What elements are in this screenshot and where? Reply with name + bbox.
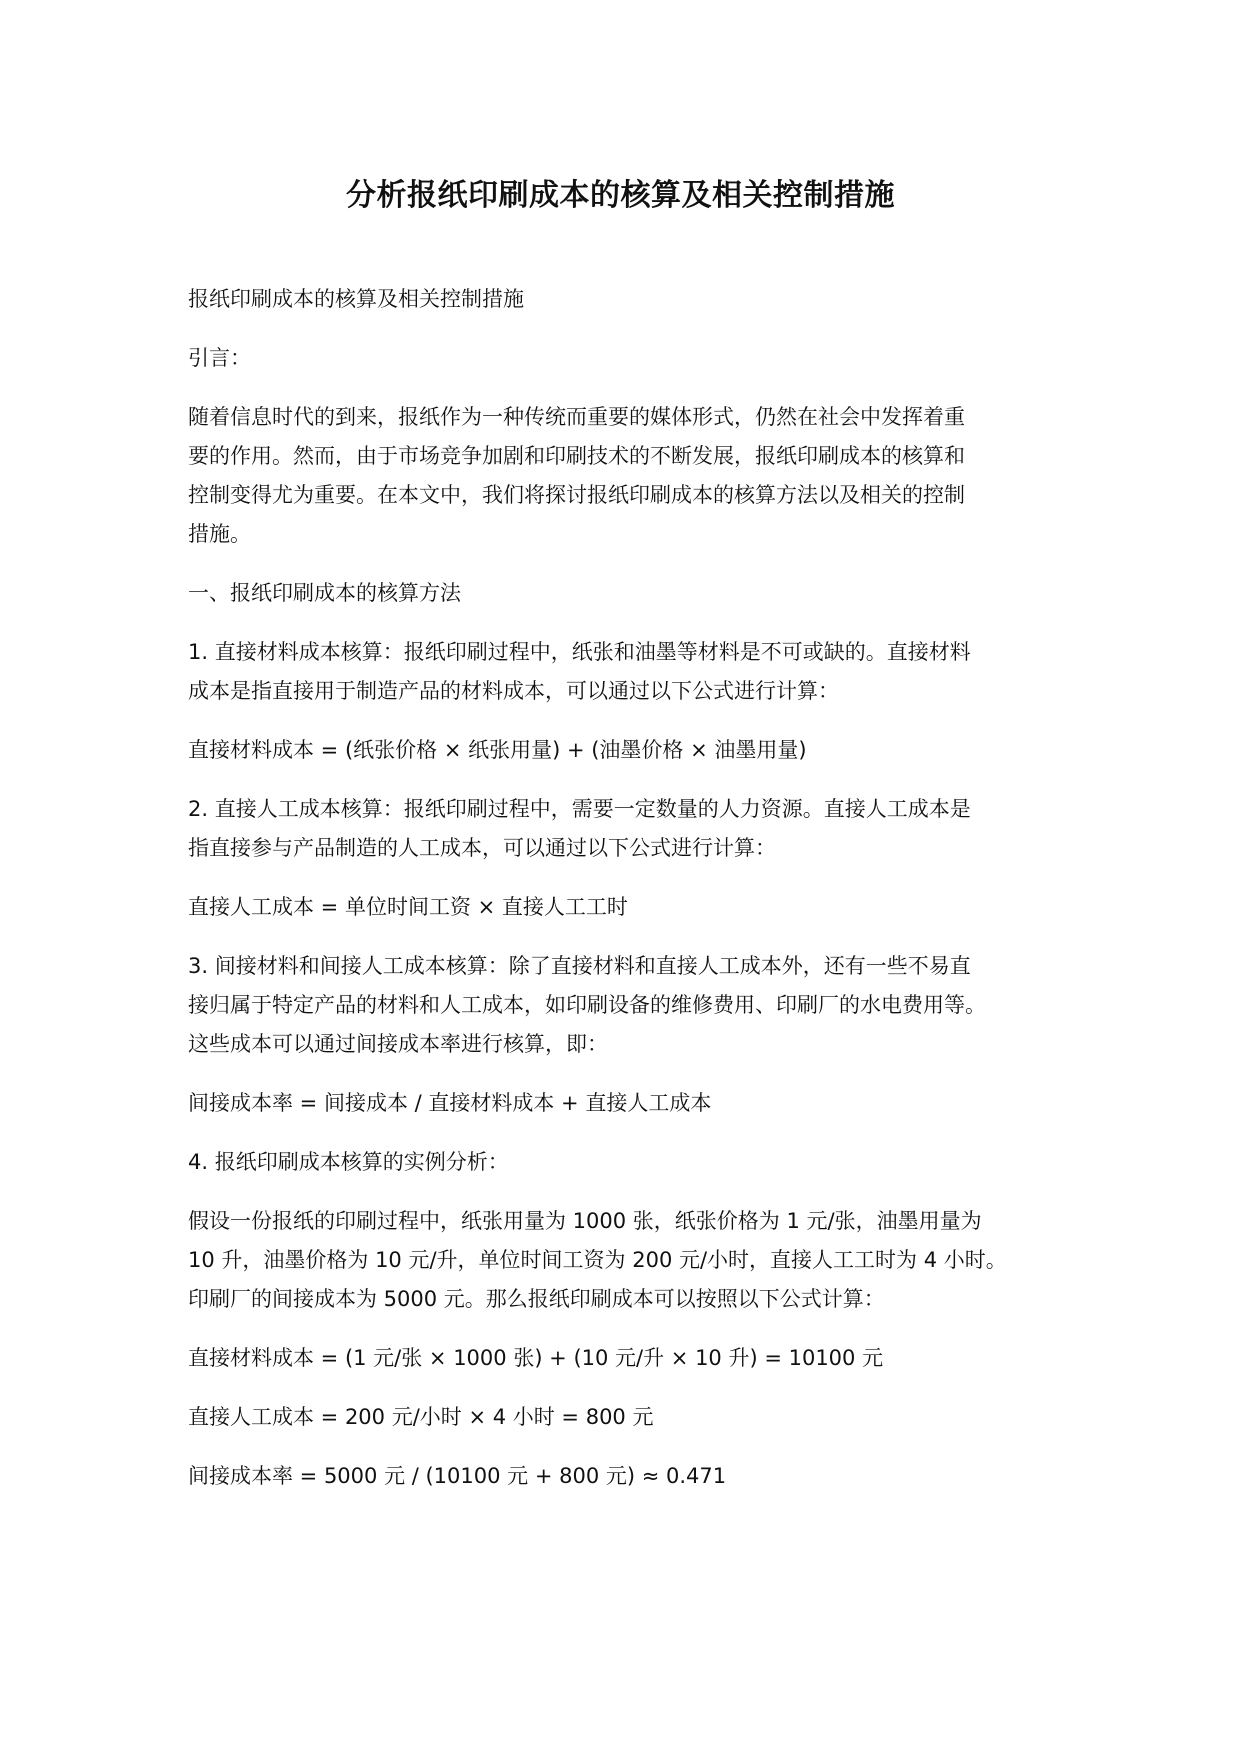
text-line: 引言： bbox=[188, 346, 251, 370]
text-line: 直接材料成本 = (纸张价格 × 纸张用量) + (油墨价格 × 油墨用量) bbox=[188, 738, 807, 762]
text-line: 直接人工成本 = 单位时间工资 × 直接人工工时 bbox=[188, 895, 628, 919]
text-line: 措施。 bbox=[188, 522, 251, 546]
formula-direct-material bbox=[188, 731, 1068, 770]
paragraph-intro-label bbox=[188, 339, 1068, 378]
text-line: 控制变得尤为重要。在本文中，我们将探讨报纸印刷成本的核算方法以及相关的控制 bbox=[188, 483, 965, 507]
text-line: 报纸印刷成本的核算及相关控制措施 bbox=[188, 287, 524, 311]
text-line: 指直接参与产品制造的人工成本，可以通过以下公式进行计算： bbox=[188, 836, 776, 860]
text-line: 3. 间接材料和间接人工成本核算：除了直接材料和直接人工成本外，还有一些不易直 bbox=[188, 954, 971, 978]
text-line: 这些成本可以通过间接成本率进行核算，即： bbox=[188, 1032, 608, 1056]
paragraph-indirect-cost bbox=[188, 947, 1068, 1064]
document-title: 分析报纸印刷成本的核算及相关控制措施 bbox=[346, 178, 895, 213]
example-direct-material-result bbox=[188, 1339, 1068, 1378]
text-line: 随着信息时代的到来，报纸作为一种传统而重要的媒体形式，仍然在社会中发挥着重 bbox=[188, 405, 965, 429]
example-indirect-rate-result bbox=[188, 1457, 1068, 1496]
paragraph-example bbox=[188, 1202, 1068, 1319]
text-line: 一、报纸印刷成本的核算方法 bbox=[188, 581, 461, 605]
formula-indirect-rate bbox=[188, 1084, 1068, 1123]
example-direct-labor-result bbox=[188, 1398, 1068, 1437]
text-line: 要的作用。然而，由于市场竞争加剧和印刷技术的不断发展，报纸印刷成本的核算和 bbox=[188, 444, 965, 468]
text-line: 成本是指直接用于制造产品的材料成本，可以通过以下公式进行计算： bbox=[188, 679, 839, 703]
text-line: 间接成本率 = 5000 元 / (10100 元 + 800 元) ≈ 0.471 bbox=[188, 1464, 727, 1488]
section-heading bbox=[188, 574, 1068, 613]
text-line: 接归属于特定产品的材料和人工成本，如印刷设备的维修费用、印刷厂的水电费用等。 bbox=[188, 993, 986, 1017]
text-line: 1. 直接材料成本核算：报纸印刷过程中，纸张和油墨等材料是不可或缺的。直接材料 bbox=[188, 640, 971, 664]
text-line: 直接人工成本 = 200 元/小时 × 4 小时 = 800 元 bbox=[188, 1405, 654, 1429]
paragraph-introduction bbox=[188, 398, 1068, 554]
paragraph-subtitle bbox=[188, 280, 1068, 319]
text-line: 假设一份报纸的印刷过程中，纸张用量为 1000 张，纸张价格为 1 元/张，油墨用量为 bbox=[188, 1209, 982, 1233]
formula-direct-labor bbox=[188, 888, 1068, 927]
paragraph-direct-labor bbox=[188, 790, 1068, 868]
text-line: 间接成本率 = 间接成本 / 直接材料成本 + 直接人工成本 bbox=[188, 1091, 712, 1115]
text-line: 10 升，油墨价格为 10 元/升，单位时间工资为 200 元/小时，直接人工工时为 4 小时。 bbox=[188, 1248, 1007, 1272]
paragraph-example-heading bbox=[188, 1143, 1068, 1182]
text-line: 4. 报纸印刷成本核算的实例分析： bbox=[188, 1150, 509, 1174]
text-line: 直接材料成本 = (1 元/张 × 1000 张) + (10 元/升 × 10 升) = 10100 元 bbox=[188, 1346, 884, 1370]
document-body bbox=[188, 280, 1068, 1496]
text-line: 印刷厂的间接成本为 5000 元。那么报纸印刷成本可以按照以下公式计算： bbox=[188, 1287, 885, 1311]
text-line: 2. 直接人工成本核算：报纸印刷过程中，需要一定数量的人力资源。直接人工成本是 bbox=[188, 797, 971, 821]
paragraph-direct-material bbox=[188, 633, 1068, 711]
